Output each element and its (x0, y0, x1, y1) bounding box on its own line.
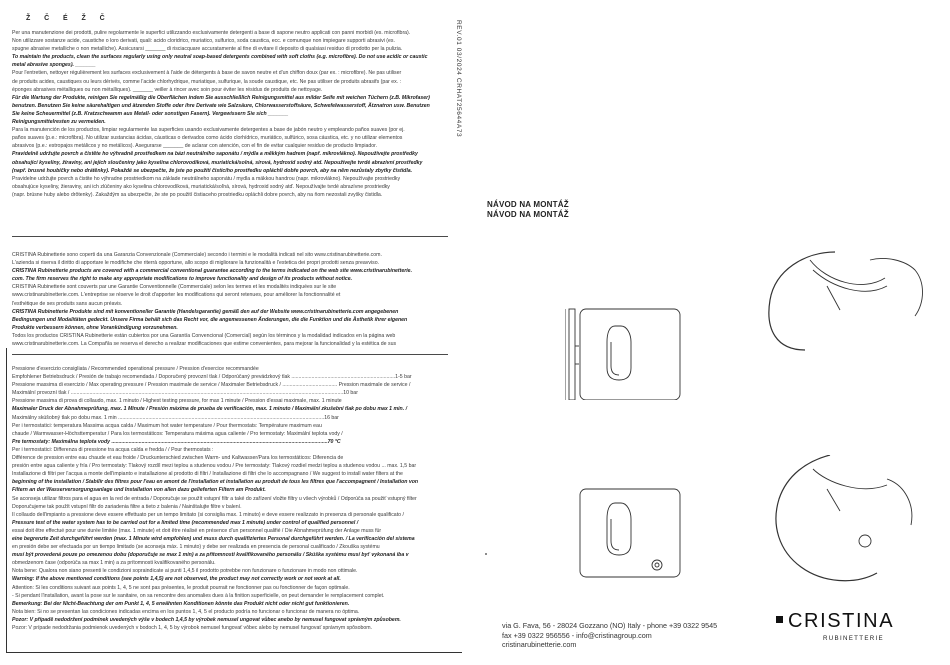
text-line: CRISTINA Rubinetterie sono coperti da una Garanzia Convenzionale (Commerciale) secondo i termini e le modalità indicati nel sito www.cristinarubinetterie.com. (12, 252, 382, 258)
warranty-block (12, 251, 448, 349)
title-line-1: NÁVOD NA MONTÁŽ (487, 200, 569, 209)
divider-line (12, 354, 448, 355)
text-line: Pre termostaty: Maximálna teplota vody ......................................................................................................................................................70 °C (12, 438, 341, 445)
document-code-vertical (454, 20, 462, 220)
text-line: Se aconseja utilizar filtros para el agua en la red de entrada / Doporučuje se použít vstupní filtr a také do zařízení vložte filtry u všech výrobků / Odporúča sa použiť vstupný filter (12, 495, 417, 502)
brand-square-icon (776, 616, 783, 623)
text-line: Pressione massima di esercizio / Max operating pressure / Pression maximale de service / Maximaler Betriebsdruck / ...................................... Pression maximale de service / (12, 382, 411, 389)
text-line: spugne abrasive metalliche o non metalliche). Assicurarsi _______ di risciacquare accuratamente al fine di evitare il deposito di qualsiasi residuo di prodotto per la pulizia. (12, 46, 403, 53)
text-line: Maximaler Druck der Abnahmeprüfung, max. 1 Minute / Presión máxima de prueba de verificación, max. 1 minuto / Maximální zkušební tlak po dobu max 1 min. / (12, 406, 408, 413)
text-line: Maximálny skúšobný tlak po dobu max. 1 min ...............................................................................................................................................16 bar (12, 414, 339, 421)
text-line: com. The firm reserves the right to make any appropriate modifications to improve functionality and design of its products without notice. (12, 276, 353, 283)
text-line: (např. brusné houbičky nebo drátěnky). Pokaždé se ubezpečte, že jste po použití čisticího prostředku opláchli dobře povrch, aby na něm nezůstaly zbytky čistidla. (12, 167, 413, 174)
right-panel (475, 0, 950, 665)
text-line: CRISTINA Rubinetterie sont couverts par une Garantie Conventionnelle (Commerciale) selon les termes et les modalités indiquées sur le site (12, 284, 337, 291)
text-line: Doporučujeme tak použít vstupní filtr do zariadenia filtre a tieto z balenia / Nainštalujte filtre v balení. (12, 503, 242, 510)
text-line: chaude / Warmwasser-Höchsttemperatur / Para los termostáticos: Temperatura máxima agua caliente / Pro termostaty: Maximální teplota vody / (12, 430, 343, 437)
text-line: Para la manutención de los productos, limpiar regularmente las superficies usando exclusivamente detergentes a base de jabón neutro y empleando paños suaves (por ej. (12, 127, 405, 134)
text-line: Pressure test of the water system has to be carried out for a limited time (recommended max 1 minute) under control of qualified personnel / (12, 519, 359, 526)
text-line: CRISTINA Rubinetterie Produkte sind mit konventioneller Garantie (Handelsgarantie) gemäß den auf der Website www.cristinarubinetterie.com angegebenen (12, 308, 399, 315)
text-line: abrasivos (p.e.: estropajos metálicos y no metálicos). Asegurarse _______ de aclarar con atención, con el fin de evitar cualquier residuo de producto limpiador. (12, 143, 378, 150)
text-line: Attention: Si les conditions suivant aux points 1, 4, 5 ne sont pas présentes, le produit pourrait ne fonctionner pas ou fonctionner de façon optimale. (12, 584, 350, 591)
text-line: Warning: If the above mentioned conditions (see points 1,4,5) are not observed, the product may not correctly work or not work at all. (12, 576, 341, 583)
brand-subtitle: RUBINETTERIE (823, 635, 884, 642)
document-code-text: REV.01 03/2024 CRHAT25644A73 (455, 20, 462, 138)
left-panel (6, 8, 463, 658)
text-line: Empfohlener Betriebsdruck / Presión de trabajo recomendada / Doporučený provozní tlak / Odporúčaný prevádzkový tlak ........................................................................1-5 bar (12, 374, 412, 381)
text-line: www.cristinarubinetterie.com. L'entreprise se réserve le droit d'apporter les modifications qui seront retenues, pour améliorer la fonctionnalité et (12, 292, 341, 299)
title-block (487, 200, 569, 219)
contact-info (502, 621, 717, 650)
text-line: (napr. brúsne huby alebo drôtenky). Zakaždým sa ubezpečte, že ste po použití čistiaceho prostriedku opláchli dobre povrch, aby na ňom nezostali zvyšky čistidla. (12, 191, 383, 198)
diverter-knob (652, 560, 662, 570)
text-line: metal abrasive sponges). _______ (12, 62, 96, 69)
text-line: Pozor: V případě nedodržení podmínek uvedených výše v bodech 1,4,5 by výrobek nemusel ungovat vůbec anebo by nemusel fungovat správným způsobem. (12, 616, 401, 623)
text-line: presión entre agua caliente y fría / Pro termostaty: Tlakový rozdíl mezi teplou a studenou vodou / Pre termostaty: Tlakový rozdiel medzi teplou a studenou vodou ... max. 1,5 bar (12, 463, 417, 470)
text-line: de produits acides, caustiques ou leurs dérivés, comme l'acide chlorhydrique, muriatique, sulfurique, la soude caustique, etc. Ne pas utiliser de produits abrasifs (par ex. : (12, 78, 402, 85)
product-drawing-top (565, 230, 935, 400)
front-cover-plate (580, 309, 680, 400)
text-line: obmedzenom čase (odporúča sa max 1 min) a za prítomnosti kvalifikovaného personálu. (12, 560, 216, 567)
contact-fax-email: fax +39 0322 956556 - info@cristinagroup.com (502, 630, 652, 640)
text-line: Per i termostatici: temperatura Massima acqua calda / Maximum hot water temperature / Pour thermostats: Température maximum eau (12, 422, 322, 429)
text-line: en presión debe ser efectuada por un tiempo limitado (se aconseja máx. 1 minuto) y debe ser realizada en presencia de personal cualificado / Zkouška systému (12, 544, 380, 551)
contact-website: cristinarubinetterie.com (502, 640, 577, 650)
text-line: Produkte verbessern können, ohne Vorankündigung vorzunehmen. (12, 324, 178, 331)
text-line: CRISTINA Rubinetterie products are covered with a commercial conventional guarantee according to the terms indicated on the web site www.cristinarubinetterie. (12, 268, 413, 275)
dot-mark (485, 553, 487, 555)
text-line: obsahujúce kyseliny, žieraviny, ani ich zlúčeniny ako kyselina chlorovodíková, muriatická/soľná, sírová, hydroxid sodný atď. Nepoužívajte tvrdé abrazívne prostriedky (12, 183, 390, 190)
text-line: Maximální provozní tlak / .............................................................................................................................................................................................10 bar (12, 390, 358, 397)
text-line: Nota bien: Si no se presentan las condiciones indicadas encima en los puntos 1, 4, 5 el producto podría no funcionar o funcionar de manera no óptima. (12, 608, 360, 615)
text-line: Pravidelne udržujte povrch a čistite ho výhradne prostriedkom na základe neutrálneho saponátu / mydla a mäkkou handrou (napr. mikrovlákno). Nepoužívajte prostriedky (12, 175, 401, 182)
text-line: benutzen. Benutzen Sie keine säurehaltigen und ätzenden Stoffe oder ihre Derivate wie Salzsäure, Chlorwasserstoffsäure, Schwefelwasserstoff, Ätznatron usw. Benutzen (12, 102, 430, 109)
text-line: Bedingungen und Modalitäten gedeckt. Unsere Firma behält sich das Recht vor, die angemessenen Änderungen, die die Funktion und die Ästhetik ihrer eigenen (12, 316, 408, 323)
care-instructions-block (12, 29, 448, 217)
text-line: Bemerkung: Bei der Nicht-Beachtung der om Punkt 1, 4, 5 erwähnten Konditionen könnte das Produkt nicht oder nicht gut funktionieren. (12, 600, 350, 607)
text-line: essai doit être effectué pour une durée limitée (max. 1 minute) et doit être réalisé en présence d'un personnel qualifié / Die Abnahmeprüfung der Anlage muss für (12, 527, 382, 534)
side-view-outline (769, 252, 835, 350)
text-line: Il collaudo dell'impianto a pressione deve essere effettuato per un tempo limitato (si consiglia max. 1 minuto) e deve essere realizzato in presenza di personale qualificato / (12, 511, 404, 518)
text-line: Pozor: V prípade nedodržania podmienok uvedených v bodoch 1, 4, 5 by výrobok nemusel fungovať vôbec alebo by nemusel fungovať správnym spôsobom. (12, 625, 373, 631)
text-line: l'esthétique de ses produits sans aucun préavis. (12, 300, 123, 307)
frame-bottom-line (6, 652, 462, 653)
product-drawing-bottom (565, 455, 935, 595)
text-line: Pressione d'esercizio consigliata / Recommended operational pressure / Pression d'exercice recommandée (12, 366, 259, 372)
text-line: paños suaves (p.e.: microfibra). No utilizar sustancias ácidas, cáusticas o derivados como ácido clorhídrico, muriático, sulfúrico, sosa cáustica, etc. y no utilizar elementos (12, 135, 403, 142)
text-line: www.cristinarubinetterie.com. La Compañía se reserva el derecho a realizar modificaciones que estime convenientes, para mejorar la funcionalidad y la estética de sus (12, 341, 397, 348)
text-line: Pravidelně udržujte povrch a čistěte ho výhradně prostředkem na bázi neutrálního saponátu / mýdla a měkkým hadrem (např. mikrovlákno). Nepoužívejte prostředky (12, 151, 418, 158)
text-line: Nota bene: Qualora non siano presenti le condizioni sopraindicate ai punti 1,4,5 il prodotto potrebbe non funzionare o funzionare in modo non ottimale. (12, 568, 358, 575)
frame-left-line (6, 348, 7, 653)
text-line: L'azienda si riserva il diritto di apportare le modifiche che riterrà opportune, allo scopo di migliorare la funzionalità e l'estetica dei propri prodotti senza preavviso. (12, 260, 380, 267)
diverter-cover-plate (580, 489, 680, 577)
header-characters: Ž Č É Ž Č (26, 15, 107, 22)
drawing-mixer-front (565, 230, 935, 400)
text-line: To maintain the products, clean the surfaces regularly using only neutral soap-based detergents combined with soft cloths (e.g. microfibre). Do not use acidic or caustic (12, 54, 428, 61)
text-line: musí být provedená pouze po omezenou dobu (doporučuje se max 1 min) a za přítomnosti kvalifikovaného personálu / Skúška systému musí byť vykonaná iba v (12, 552, 409, 559)
brand-logo (776, 610, 936, 646)
text-line: Per i termostatici: Differenza di pressione tra acqua calda e fredda / / Pour thermostats : (12, 446, 214, 453)
text-line: Todos los productos CRISTINA Rubinetterie están cubiertos por una Garantía Convencional (Comercial) según los términos y la modalidad indicados en la página web (12, 332, 396, 339)
brand-name: CRISTINA (788, 610, 895, 632)
text-line: Installazione di filtri per l'acqua a monte dell'impianto e installazione al prodotto di filtri / Installazione di filtri che lo accompagnano / We suggest to install water filters at the (12, 471, 403, 478)
text-line: Reinigungsmittelresten zu vermeiden. (12, 119, 106, 126)
text-line: beginning of the installation / Stabilir des filtres pour l'eau en amont de l'installation et installation au produit de tous les filtres que l'accompagnent / Installation von (12, 479, 419, 486)
side-profile-plate (569, 309, 575, 400)
text-line: Pour l'entretien, nettoyer régulièrement les surfaces exclusivement à l'aide de détergents à base de savon neutre et d'un chiffon doux (par ex. : microfibre). Ne pas utiliser (12, 70, 402, 77)
text-line: Für die Wartung der Produkte, reinigen Sie regelmäßig die Oberflächen indem Sie ausschließlich Reinigungsmittel aus milder Seife mit weichen Tüchern (z.B. Mikrofaser) (12, 94, 430, 101)
diverter-side-view (776, 455, 877, 581)
text-line: obsahující kyseliny, žíraviny, ani jejich sloučeniny jako kyselina chlorovodíková, muriatická/solná, sírová, hydroxid sodný atd. Nepoužívejte tvrdé abrazivní prostředky (12, 159, 423, 166)
text-line: éponges abrasives métalliques ou non métalliques). _______ veiller à rincer avec soin pour éviter les résidus de produits de nettoyage. (12, 86, 323, 93)
text-line: Différence de pression entre eau chaude et eau froide / Druckunterschied zwischen Warm- und Kaltwasser/Para los termostáticos: Diferencia de (12, 455, 344, 462)
text-line (12, 348, 448, 349)
text-line: - Si pendant l'installation, avant la pose sur le sanitaire, on sa rencontre des anomalies dues à la finition superficielle, on peut demander le remplacement complet. (12, 592, 385, 599)
text-line: Pressione massima di prova di collaudo, max. 1 minuto / Highest testing pressure, for max 1 minute / Pression d'essai maximale, max. 1 minute (12, 398, 342, 405)
drawing-mixer-diverter (565, 455, 935, 595)
text-line: eine begrenzte Zeit durchgeführt werden (max. 1 Minute wird empfohlen) und muss durch qualifiziertes Personal durchgeführt werden. / La verificación del sistema (12, 535, 415, 542)
text-line: Filtern an der Wasserversorgungsanlage und Installation von allen dazu gelieferten Filtern am Produkt. (12, 487, 266, 494)
title-line-2: NÁVOD NA MONTÁŽ (487, 209, 569, 219)
text-line: Non utilizzare sostanze acide, caustiche o loro derivati, quali: acido cloridrico, muriatico, sulfurico, soda caustica, ecc. e comunque non impiegare supporti abrasivi (es. (12, 38, 395, 45)
divider-line (12, 236, 448, 237)
text-line: Sie keine Scheuermittel (z.B. Kratzschwamm aus Metall- oder sonstigen Fasern). Vergewissern Sie sich _______ (12, 110, 289, 117)
text-line: Per una manutenzione dei prodotti, pulire regolarmente le superfici utilizzando esclusivamente detergenti a base di sapone neutro applicati con panni morbidi (es. microfibra). (12, 30, 411, 36)
technical-specs-block (12, 365, 448, 661)
contact-address: via G. Fava, 56 - 28024 Gozzano (NO) Italy - phone +39 0322 9545 (502, 621, 718, 630)
